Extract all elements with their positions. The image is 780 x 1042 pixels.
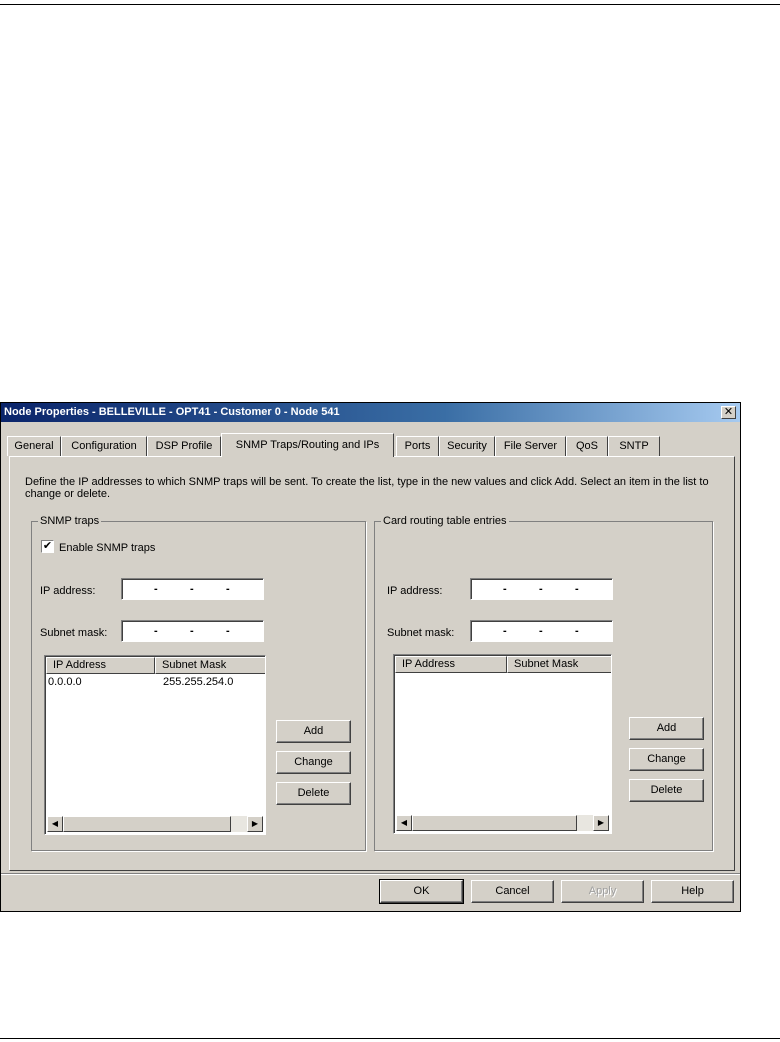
tab-ports[interactable]	[396, 436, 439, 456]
snmp-change-button[interactable]: Change	[276, 751, 351, 774]
card-routing-legend: Card routing table entries	[383, 515, 507, 527]
routing-entries-list[interactable]	[393, 654, 612, 834]
tab-snmp-traps-routing-ips[interactable]	[221, 433, 394, 457]
ip-separator: -	[226, 583, 230, 595]
ip-separator: -	[154, 625, 158, 637]
card-routing-group	[374, 515, 713, 851]
routing-subnet-mask-label: Subnet mask:	[387, 627, 455, 639]
column-header-ip-address[interactable]: IP Address	[46, 657, 155, 674]
ip-separator: -	[575, 625, 579, 637]
routing-add-button[interactable]: Add	[629, 717, 704, 740]
tab-label: DSP Profile	[155, 440, 213, 452]
scroll-left-icon[interactable]: ◀	[396, 815, 412, 831]
snmp-subnet-mask-field[interactable]	[121, 620, 264, 642]
ip-separator: -	[190, 583, 194, 595]
ip-separator: -	[539, 625, 543, 637]
scroll-right-icon[interactable]: ▶	[593, 815, 609, 831]
tab-dsp-profile[interactable]	[147, 436, 221, 456]
page-top-rule	[0, 4, 780, 5]
tab-label: Ports	[404, 440, 431, 452]
scrollbar-thumb[interactable]	[412, 815, 577, 831]
snmp-traps-legend: SNMP traps	[40, 515, 100, 527]
tab-general[interactable]	[7, 436, 61, 456]
tab-label: SNMP Traps/Routing and IPs	[235, 439, 380, 451]
ok-button[interactable]: OK	[380, 880, 463, 903]
column-header-ip-address[interactable]: IP Address	[395, 656, 507, 673]
column-header-subnet-mask[interactable]: Subnet Mask	[155, 657, 266, 674]
tab-label: SNTP	[619, 440, 649, 452]
tab-label: Security	[447, 440, 487, 452]
page-bottom-rule	[0, 1038, 780, 1039]
snmp-traps-group	[31, 515, 366, 851]
routing-subnet-mask-field[interactable]	[470, 620, 613, 642]
horizontal-scrollbar[interactable]	[396, 815, 609, 831]
snmp-add-button[interactable]: Add	[276, 720, 351, 743]
ip-separator: -	[503, 583, 507, 595]
routing-ip-address-field[interactable]	[470, 578, 613, 600]
snmp-traps-list[interactable]	[44, 655, 266, 835]
snmp-ip-address-field[interactable]	[121, 578, 264, 600]
enable-snmp-traps-checkbox[interactable]	[41, 540, 54, 553]
node-properties-dialog	[0, 402, 741, 912]
tab-label: QoS	[575, 440, 598, 452]
enable-snmp-traps-label: Enable SNMP traps	[59, 542, 156, 554]
tab-label: General	[14, 440, 54, 452]
tab-qos[interactable]	[566, 436, 608, 456]
scroll-right-icon[interactable]: ▶	[247, 816, 263, 832]
list-item-mask[interactable]: 255.255.254.0	[163, 676, 234, 688]
snmp-ip-address-label: IP address:	[40, 585, 96, 597]
snmp-delete-button[interactable]: Delete	[276, 782, 351, 805]
horizontal-scrollbar[interactable]	[47, 816, 263, 832]
tab-panel	[9, 456, 735, 871]
ip-separator: -	[190, 625, 194, 637]
footer-separator	[1, 873, 740, 875]
dialog-title: Node Properties - BELLEVILLE - OPT41 - Customer 0 - Node 541	[4, 406, 340, 418]
list-item-ip[interactable]: 0.0.0.0	[48, 676, 82, 688]
check-icon: ✔	[42, 540, 53, 552]
dialog-titlebar	[1, 403, 740, 422]
scrollbar-thumb[interactable]	[63, 816, 231, 832]
tab-label: File Server	[503, 440, 558, 452]
tab-security[interactable]	[439, 436, 495, 456]
routing-change-button[interactable]: Change	[629, 748, 704, 771]
close-icon[interactable]: ✕	[721, 406, 736, 419]
snmp-subnet-mask-label: Subnet mask:	[40, 627, 108, 639]
tab-configuration[interactable]	[61, 436, 147, 456]
ip-separator: -	[154, 583, 158, 595]
scroll-left-icon[interactable]: ◀	[47, 816, 63, 832]
routing-ip-address-label: IP address:	[387, 585, 443, 597]
tab-file-server[interactable]	[495, 436, 566, 456]
instructions-text: Define the IP addresses to which SNMP traps will be sent. To create the list, type in the new values and click Add. Select an item in the list to change or delete.	[25, 476, 709, 500]
cancel-button[interactable]: Cancel	[471, 880, 554, 903]
help-button[interactable]: Help	[651, 880, 734, 903]
ip-separator: -	[575, 583, 579, 595]
ip-separator: -	[503, 625, 507, 637]
ip-separator: -	[226, 625, 230, 637]
tab-label: Configuration	[71, 440, 137, 452]
column-header-subnet-mask[interactable]: Subnet Mask	[507, 656, 612, 673]
apply-button[interactable]: Apply	[561, 880, 644, 903]
ip-separator: -	[539, 583, 543, 595]
tab-sntp[interactable]	[608, 436, 660, 456]
routing-delete-button[interactable]: Delete	[629, 779, 704, 802]
